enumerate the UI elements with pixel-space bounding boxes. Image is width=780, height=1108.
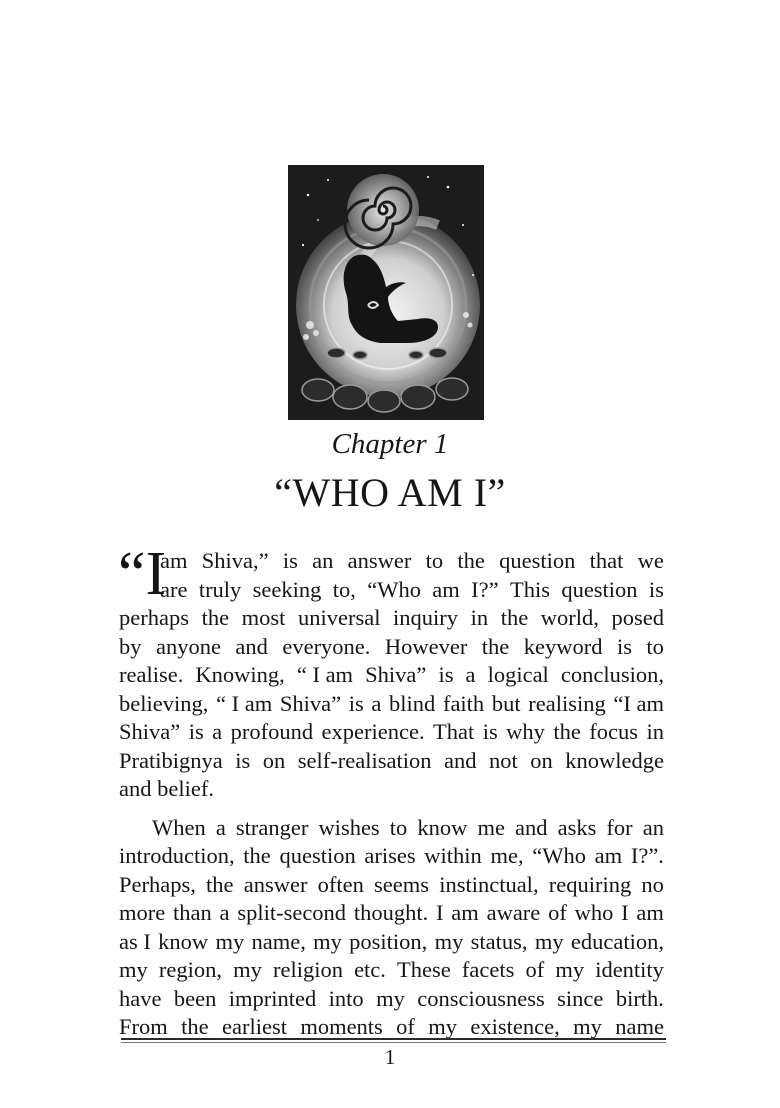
word: Shiva”	[119, 719, 181, 744]
word: we	[637, 548, 664, 573]
text-line	[119, 747, 664, 776]
word: my	[434, 928, 464, 954]
word: is	[235, 747, 251, 773]
word: “ I am	[216, 690, 273, 716]
text-line: and belief.	[119, 776, 214, 801]
word: This	[509, 576, 550, 602]
word: my	[233, 957, 262, 982]
word: most	[241, 605, 286, 630]
word: often	[317, 871, 364, 897]
word: know	[158, 928, 209, 954]
word: no	[641, 871, 664, 897]
word: seeking	[252, 576, 322, 602]
word: a	[219, 900, 230, 925]
word: in	[646, 719, 664, 744]
text-line	[119, 814, 664, 843]
word: to	[425, 548, 444, 573]
word: on	[262, 747, 286, 773]
word: who	[574, 900, 614, 925]
word: Perhaps,	[119, 871, 196, 897]
word: earliest	[221, 1014, 287, 1039]
word: I	[436, 900, 444, 925]
word: am	[160, 548, 188, 573]
word: I?”	[471, 576, 499, 602]
word: my	[313, 928, 342, 954]
text-line	[119, 547, 664, 576]
word: perhaps	[119, 605, 189, 630]
word: is	[616, 633, 632, 659]
word: the	[457, 548, 485, 573]
text-line	[119, 956, 664, 985]
word: Knowing,	[195, 662, 285, 687]
word: religion	[272, 957, 343, 982]
word: education,	[570, 928, 664, 954]
word: to	[646, 633, 664, 659]
word: question	[499, 548, 576, 573]
word: Pratibignya	[119, 747, 223, 773]
word: focus	[589, 719, 639, 744]
word: the	[181, 1014, 209, 1039]
word: knowledge	[565, 747, 664, 773]
word: not	[488, 747, 518, 773]
word: I	[621, 900, 629, 925]
page-number: 1	[384, 1045, 396, 1069]
word: are	[160, 576, 188, 602]
word: arises	[364, 843, 416, 868]
word: “Who	[367, 576, 421, 602]
word: identity	[595, 957, 664, 982]
word: answer	[243, 871, 308, 897]
word: is	[648, 576, 664, 602]
word: wishes	[318, 814, 380, 840]
word: am	[636, 900, 664, 925]
word: blind	[389, 690, 436, 716]
word: the	[500, 605, 529, 630]
word: conclusion,	[560, 662, 664, 687]
word: my	[555, 957, 585, 982]
chapter-title: “WHO AM I”	[274, 470, 506, 515]
word: of	[548, 900, 567, 925]
chapter-body	[118, 540, 664, 1042]
word: a	[212, 719, 223, 744]
word: my	[573, 1014, 602, 1039]
word: why	[506, 719, 545, 744]
word: Shiva”	[365, 662, 427, 687]
word: my	[215, 928, 245, 954]
word: keyword	[523, 633, 603, 659]
paragraph-1	[118, 540, 664, 804]
word: That	[433, 719, 475, 744]
word: seems	[374, 871, 430, 897]
word: a	[215, 814, 226, 840]
word: aware	[486, 900, 541, 925]
drop-cap: “I	[118, 540, 167, 608]
word: stranger	[235, 814, 309, 840]
word: is	[282, 548, 298, 573]
word: I?”.	[630, 843, 664, 868]
chapter-label: Chapter 1	[331, 428, 449, 460]
word: world,	[540, 605, 599, 630]
word: faith	[442, 690, 485, 716]
text-line	[119, 661, 664, 690]
word: for	[606, 814, 633, 840]
word: profound	[230, 719, 314, 744]
word: facets	[461, 957, 515, 982]
word: know	[417, 814, 468, 840]
text-line	[119, 633, 664, 662]
word: within	[424, 843, 482, 868]
word: as I	[119, 928, 151, 954]
word: When	[152, 814, 206, 840]
word: is	[482, 719, 498, 744]
word: of	[396, 1014, 415, 1039]
word: of	[525, 957, 545, 982]
text-line	[119, 871, 664, 900]
word: question	[561, 576, 638, 602]
word: instinctual,	[439, 871, 539, 897]
word: truly	[198, 576, 242, 602]
word: an	[312, 548, 334, 573]
word: Shiva”	[279, 690, 342, 716]
text-line	[119, 928, 664, 957]
word: in	[470, 605, 489, 630]
text-line	[119, 899, 664, 928]
word: consciousness	[417, 985, 545, 1011]
word: to,	[332, 576, 356, 602]
word: split-second	[237, 900, 347, 925]
word: and	[515, 814, 548, 840]
text-line	[119, 842, 664, 871]
word: a	[371, 690, 382, 716]
paragraph-2	[119, 814, 664, 1042]
word: but	[491, 690, 521, 716]
word: region,	[158, 957, 222, 982]
word: status,	[470, 928, 528, 954]
word: posed	[611, 605, 664, 630]
word: existence,	[470, 1014, 560, 1039]
word: “Who	[532, 843, 586, 868]
word: the	[206, 871, 234, 897]
word: self-realisation	[297, 747, 432, 773]
footer-rule	[121, 1038, 666, 1040]
word: However	[384, 633, 468, 659]
word: on	[530, 747, 553, 773]
word: into	[328, 985, 364, 1011]
word: the	[243, 843, 271, 868]
word: thought.	[353, 900, 429, 925]
word: is	[188, 719, 204, 744]
word: been	[173, 985, 217, 1011]
word: is	[348, 690, 364, 716]
text-line	[119, 604, 664, 633]
word: name,	[251, 928, 306, 954]
word: asks	[557, 814, 597, 840]
chapter-illustration	[288, 165, 484, 420]
text-line	[119, 985, 664, 1014]
text-line	[119, 576, 664, 605]
word: a	[465, 662, 476, 687]
word: imprinted	[228, 985, 317, 1011]
word: question	[279, 843, 356, 868]
word: more	[119, 900, 166, 925]
word: everyone.	[282, 633, 371, 659]
word: me,	[490, 843, 524, 868]
word: than	[173, 900, 212, 925]
word: “ I am	[296, 662, 354, 687]
word: introduction,	[119, 843, 235, 868]
word: and	[235, 633, 268, 659]
word: that	[589, 548, 624, 573]
word: name	[615, 1014, 664, 1039]
word: have	[119, 985, 162, 1011]
word: me	[477, 814, 505, 840]
word: universal	[297, 605, 381, 630]
word: requiring	[548, 871, 632, 897]
word: my	[428, 1014, 458, 1039]
word: etc.	[354, 957, 386, 982]
word: anyone	[155, 633, 221, 659]
word: believing,	[119, 690, 209, 716]
word: position,	[349, 928, 428, 954]
word: and	[443, 747, 477, 773]
word: to	[389, 814, 408, 840]
word: “I am	[613, 690, 664, 716]
word: birth.	[615, 985, 664, 1011]
word: Shiva,”	[201, 548, 269, 573]
text-line	[119, 690, 664, 719]
word: the	[481, 633, 510, 659]
word: realise.	[119, 662, 184, 687]
word: moments	[300, 1014, 383, 1039]
word: inquiry	[393, 605, 459, 630]
word: realising	[528, 690, 606, 716]
word: my	[376, 985, 405, 1011]
word: From	[119, 1014, 168, 1039]
word: by	[119, 633, 142, 659]
word: logical	[487, 662, 549, 687]
word: my	[119, 957, 148, 982]
word: These	[397, 957, 451, 982]
word: my	[534, 928, 564, 954]
word: the	[201, 605, 230, 630]
word: an	[642, 814, 664, 840]
word: experience.	[321, 719, 425, 744]
word: is	[438, 662, 454, 687]
word: am	[432, 576, 460, 602]
word: am	[451, 900, 479, 925]
text-line	[119, 718, 664, 747]
word: am	[594, 843, 623, 868]
word: answer	[347, 548, 412, 573]
word: the	[553, 719, 581, 744]
word: since	[557, 985, 604, 1011]
